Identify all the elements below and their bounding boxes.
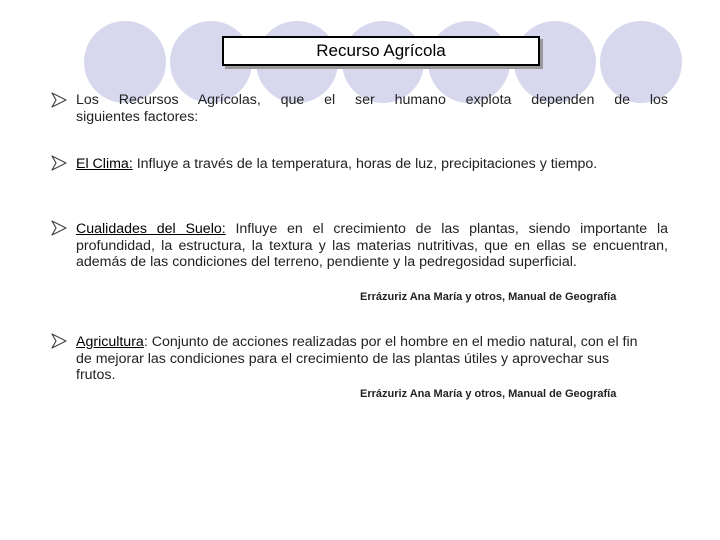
intro-line-2: siguientes factores: (76, 108, 199, 125)
arrow-bullet-icon (50, 333, 68, 349)
clima-text: Influye a través de la temperatura, horas de luz, precipitaciones y tiempo. (132, 156, 598, 172)
agricultura-text: : Conjunto de acciones realizadas por el hombre en el medio natural, con el fin de mejorar las condiciones para el crecimiento de las plantas útiles y aprovechar sus frutos. (76, 334, 638, 383)
suelo-paragraph (76, 221, 668, 271)
arrow-bullet-icon (50, 92, 68, 108)
arrow-bullet-icon (50, 220, 68, 236)
agricultura-term: Agricultura (76, 334, 144, 350)
arrow-bullet-icon (50, 155, 68, 171)
clima-term: El Clima: (76, 156, 133, 172)
agricultura-source-citation: Errázuriz Ana María y otros, Manual de Geografía (360, 388, 617, 400)
clima-paragraph (76, 156, 686, 173)
agricultura-paragraph (76, 334, 646, 384)
intro-paragraph (76, 92, 668, 125)
suelo-text: Influye en el crecimiento de las plantas, siendo importante la profundidad, la estructura, la textura y las materias nutritivas, que en ellas se encuentran, además de las condiciones del terreno, pendiente y la pedregosidad superficial. (76, 221, 668, 270)
intro-line-1: Los Recursos Agrícolas, que el ser humano explota dependen de los (76, 92, 668, 108)
slide-title-text: Recurso Agrícola (316, 41, 446, 60)
suelo-term: Cualidades del Suelo: (76, 221, 226, 237)
slide-title (222, 36, 540, 66)
suelo-source-citation: Errázuriz Ana María y otros, Manual de Geografía (360, 291, 617, 303)
